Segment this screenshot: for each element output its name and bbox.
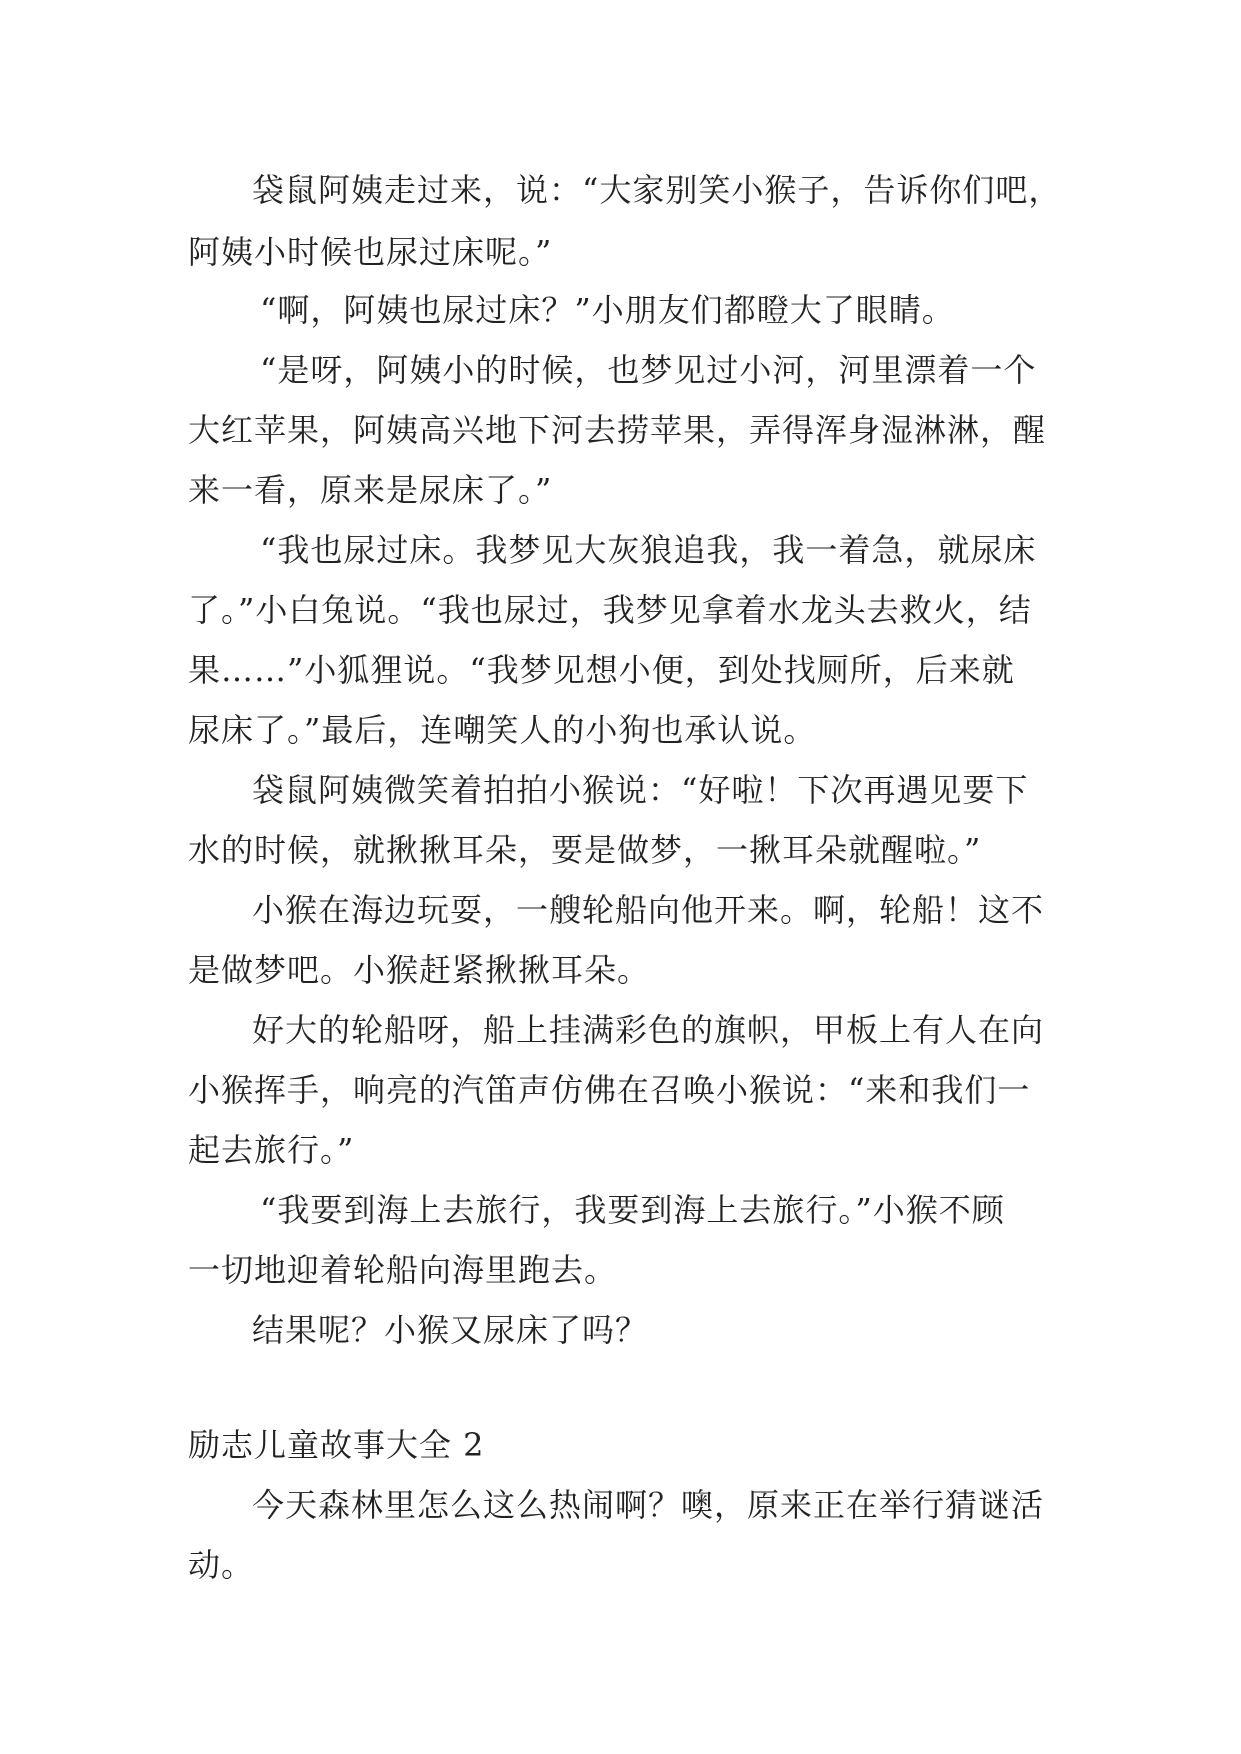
- paragraph-line: 结果呢？小猴又尿床了吗？: [252, 1311, 649, 1349]
- paragraph-line: 好大的轮船呀，船上挂满彩色的旗帜，甲板上有人在向: [252, 1011, 1045, 1049]
- paragraph-line: 一切地迎着轮船向海里跑去。: [188, 1251, 618, 1289]
- paragraph-line: 阿姨小时候也尿过床呢。”: [188, 233, 553, 271]
- paragraph-line: 尿床了。”最后，连嘲笑人的小狗也承认说。: [188, 711, 817, 749]
- paragraph-line: 起去旅行。”: [188, 1131, 355, 1169]
- paragraph-line: 了。”小白兔说。“我也尿过，我梦见拿着水龙头去救火，结: [188, 591, 1032, 629]
- section-title: 励志儿童故事大全 2: [188, 1426, 485, 1464]
- paragraph-line: 是做梦吧。小猴赶紧揪揪耳朵。: [188, 951, 651, 989]
- paragraph-line: “啊，阿姨也尿过床？”小朋友们都瞪大了眼睛。: [260, 291, 955, 329]
- paragraph-line: 今天森林里怎么这么热闹啊？噢，原来正在举行猜谜活: [252, 1486, 1045, 1524]
- paragraph-line: 小猴挥手，响亮的汽笛声仿佛在召唤小猴说：“来和我们一: [188, 1071, 1031, 1109]
- paragraph-line: 来一看，原来是尿床了。”: [188, 471, 553, 509]
- paragraph-line: 袋鼠阿姨微笑着拍拍小猴说：“好啦！下次再遇见要下: [252, 771, 1029, 809]
- paragraph-line: 大红苹果，阿姨高兴地下河去捞苹果，弄得浑身湿淋淋，醒: [188, 411, 1047, 449]
- paragraph-line: 袋鼠阿姨走过来，说：“大家别笑小猴子，告诉你们吧，: [252, 171, 1062, 209]
- paragraph-line: 果……”小狐狸说。“我梦见想小便，到处找厕所，后来就: [188, 651, 1015, 689]
- paragraph-line: 小猴在海边玩耍，一艘轮船向他开来。啊，轮船！这不: [252, 891, 1045, 929]
- paragraph-line: “我也尿过床。我梦见大灰狼追我，我一着急，就尿床: [260, 531, 1037, 569]
- paragraph-line: “是呀，阿姨小的时候，也梦见过小河，河里漂着一个: [260, 351, 1037, 389]
- paragraph-line: 动。: [188, 1546, 255, 1584]
- paragraph-line: “我要到海上去旅行，我要到海上去旅行。”小猴不顾: [260, 1191, 1005, 1229]
- paragraph-line: 水的时候，就揪揪耳朵，要是做梦，一揪耳朵就醒啦。”: [188, 831, 982, 869]
